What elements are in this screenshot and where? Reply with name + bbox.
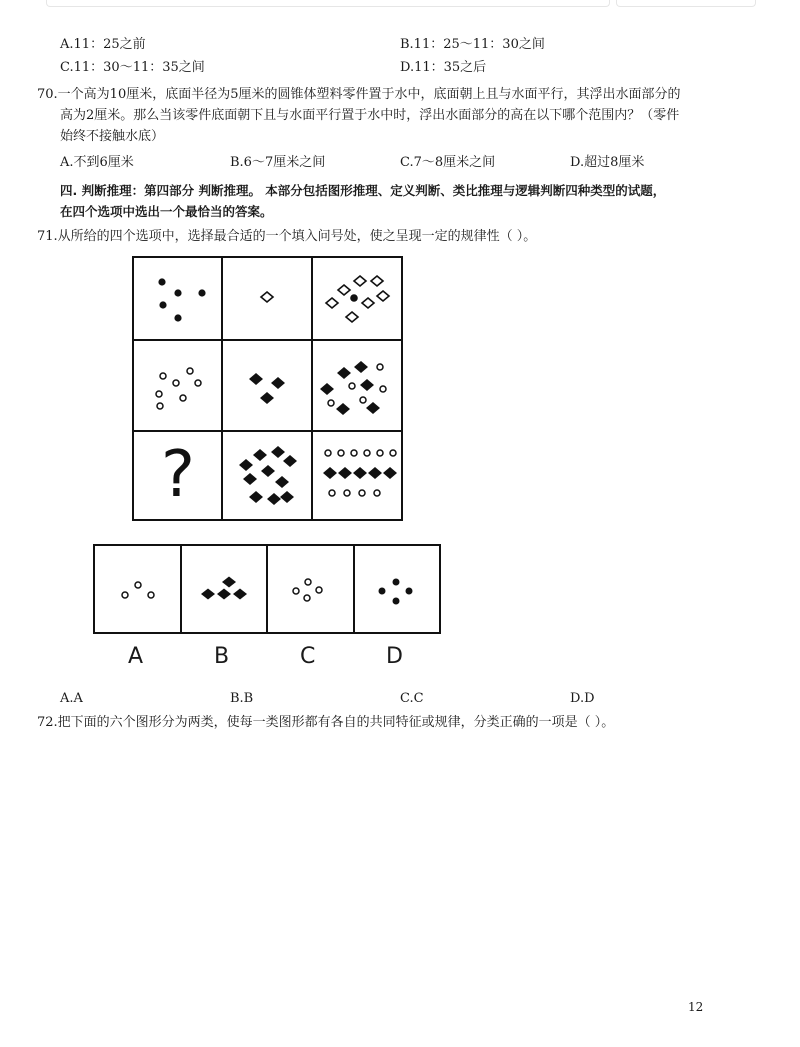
q70-stem-line2: 高为2厘米。那么当该零件底面朝下且与水面平行置于水中时，浮出水面部分的高在以下哪个范围内？（零件 (60, 108, 680, 123)
q71-option-a: A.A (60, 691, 83, 706)
q70-option-a: A.不到6厘米 (60, 155, 134, 170)
page-number: 12 (688, 1000, 704, 1014)
cell-r1c2-diamond (261, 292, 273, 302)
option-b-figure (201, 577, 247, 600)
option-c-figure (293, 579, 322, 601)
q69-option-c: C.11：30～11：35之间 (60, 60, 205, 75)
option-d-figure (379, 579, 413, 605)
q69-option-d: D.11：35之后 (400, 60, 487, 75)
option-label-c: C (300, 644, 316, 669)
option-label-a: A (128, 644, 144, 669)
top-box-left (46, 0, 610, 7)
q70-option-b: B.6～7厘米之间 (230, 155, 326, 170)
cell-r3c3-shapes (323, 450, 397, 496)
q69-option-a: A.11：25之前 (60, 37, 146, 52)
q71-stem: 71.从所给的四个选项中，选择最合适的一个填入问号处，使之呈现一定的规律性（ ）。 (37, 229, 537, 244)
section4-heading-line1: 四. 判断推理：第四部分 判断推理。 本部分包括图形推理、定义判断、类比推理与逻辑判断四种类型的试题， (60, 183, 666, 198)
q70-stem-line1: 70.一个高为10厘米，底面半径为5厘米的圆锥体塑料零件置于水中，底面朝上且与水面平行，其浮出水面部分的 (37, 87, 681, 102)
option-label-b: B (214, 644, 230, 669)
q70-option-d: D.超过8厘米 (570, 155, 645, 170)
cell-r2c1-circles (156, 368, 201, 409)
cell-r1c1-dots (158, 278, 205, 321)
q72-stem: 72.把下面的六个图形分为两类，使每一类图形都有各自的共同特征或规律，分类正确的一项是（ ）。 (37, 715, 615, 730)
section4-heading-line2: 在四个选项中选出一个最恰当的答案。 (60, 204, 273, 219)
top-box-right (616, 0, 756, 7)
q71-matrix-figure (132, 256, 404, 522)
q69-option-b: B.11：25～11：30之间 (400, 37, 545, 52)
q71-option-b: B.B (230, 691, 254, 706)
q71-option-d: D.D (570, 691, 595, 706)
q71-options-figure (93, 544, 443, 636)
cell-r2c2-diamonds (249, 373, 285, 404)
cell-r3c2-diamonds (239, 446, 297, 505)
q71-option-c: C.C (400, 691, 424, 706)
q70-option-c: C.7～8厘米之间 (400, 155, 496, 170)
option-a-figure (122, 582, 154, 598)
cell-r3c1-question-mark: ? (161, 438, 195, 512)
q70-stem-line3: 始终不接触水底） (60, 129, 165, 144)
cell-r2c3-shapes (320, 361, 386, 415)
option-label-d: D (386, 644, 403, 669)
cell-r1c3-shapes (326, 276, 389, 322)
